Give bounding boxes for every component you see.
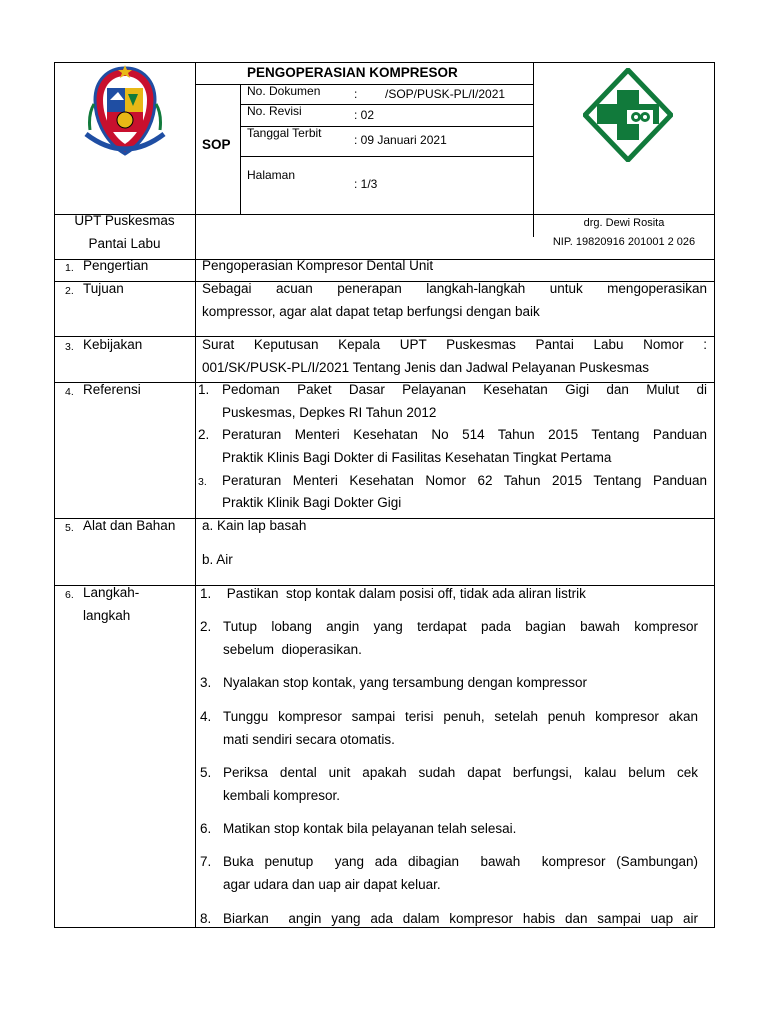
section-label-langkah-line1: Langkah- <box>83 585 140 600</box>
halaman-value: : 1/3 <box>354 177 378 191</box>
langkah-step-line: sebelum dioperasikan. <box>223 642 362 657</box>
langkah-step-number: 3. <box>200 675 212 690</box>
section-label-kebijakan: Kebijakan <box>83 337 143 352</box>
section-label-alat: Alat dan Bahan <box>83 518 176 533</box>
langkah-step-number: 4. <box>200 709 212 724</box>
referensi-item-number: 2. <box>198 427 210 442</box>
column-divider-left <box>195 62 196 928</box>
document-title: PENGOPERASIAN KOMPRESOR <box>247 65 458 80</box>
regency-seal-logo <box>80 64 170 164</box>
no-revisi-label: No. Revisi <box>247 104 302 118</box>
referensi-item-line: Puskesmas, Depkes RI Tahun 2012 <box>222 405 437 420</box>
no-dokumen-value: /SOP/PUSK-PL/I/2021 <box>385 87 506 101</box>
no-dokumen-label: No. Dokumen <box>247 84 321 98</box>
signer-name: drg. Dewi Rosita <box>583 217 665 229</box>
row-divider-tanggal <box>240 156 533 157</box>
langkah-step-line: Biarkan angin yang ada dalam kompresor habis dan sampai uap air <box>223 911 698 926</box>
tanggal-terbit-value: : 09 Januari 2021 <box>354 133 447 147</box>
column-divider-right <box>533 62 534 237</box>
langkah-step-line: Tutup lobang angin yang terdapat pada bagian bawah kompresor <box>223 619 698 634</box>
referensi-item-line: Praktik Klinis Bagi Dokter di Fasilitas Kesehatan Tingkat Pertama <box>222 450 612 465</box>
section-number-tujuan: 2. <box>65 285 74 297</box>
referensi-item-line: Praktik Klinik Bagi Dokter Gigi <box>222 495 402 510</box>
sop-label: SOP <box>202 137 231 152</box>
langkah-step-line: agar udara dan uap air dapat keluar. <box>223 877 441 892</box>
kebijakan-line-1: Surat Keputusan Kepala UPT Puskesmas Pantai Labu Nomor : <box>202 337 707 352</box>
alat-item: b. Air <box>202 552 233 567</box>
referensi-item-line: Peraturan Menteri Kesehatan No 514 Tahun 2015 Tentang Panduan <box>222 427 707 442</box>
langkah-step-number: 5. <box>200 765 212 780</box>
referensi-item-number: 1. <box>198 382 210 397</box>
section-label-langkah-line2: langkah <box>83 608 131 623</box>
section-number-pengertian: 1. <box>65 262 74 274</box>
section-number-referensi: 4. <box>65 386 74 398</box>
tujuan-line-1: Sebagai acuan penerapan langkah-langkah untuk mengoperasikan <box>202 281 707 296</box>
langkah-step-number: 1. <box>200 586 212 601</box>
no-revisi-value: : 02 <box>354 108 375 122</box>
langkah-step-number: 2. <box>200 619 212 634</box>
section-label-pengertian: Pengertian <box>83 258 149 273</box>
section-label-referensi: Referensi <box>83 382 141 397</box>
section-number-langkah: 6. <box>65 589 74 601</box>
tanggal-terbit-label: Tanggal Terbit <box>247 126 322 140</box>
halaman-label: Halaman <box>247 168 296 182</box>
langkah-step-line: Pastikan stop kontak dalam posisi off, tidak ada aliran listrik <box>223 586 586 601</box>
langkah-step-number: 6. <box>200 821 212 836</box>
section-label-tujuan: Tujuan <box>83 281 124 296</box>
unit-name-line1: UPT Puskesmas <box>74 213 175 228</box>
langkah-step-line: Periksa dental unit apakah sudah dapat berfungsi, kalau belum cek <box>223 765 698 780</box>
puskesmas-cross-logo <box>583 68 673 162</box>
referensi-item-number: 3. <box>198 476 207 488</box>
kebijakan-line-2: 001/SK/PUSK-PL/I/2021 Tentang Jenis dan Jadwal Pelayanan Puskesmas <box>202 360 650 375</box>
pengertian-text: Pengoperasian Kompresor Dental Unit <box>202 258 434 273</box>
referensi-item-line: Pedoman Paket Dasar Pelayanan Kesehatan Gigi dan Mulut di <box>222 382 707 397</box>
langkah-step-line: Nyalakan stop kontak, yang tersambung dengan kompressor <box>223 675 587 690</box>
langkah-step-number: 7. <box>200 854 212 869</box>
langkah-step-line: Matikan stop kontak bila pelayanan telah selesai. <box>223 821 517 836</box>
section-number-alat: 5. <box>65 522 74 534</box>
no-dokumen-colon: : <box>354 87 358 101</box>
section-number-kebijakan: 3. <box>65 341 74 353</box>
unit-name-line2: Pantai Labu <box>88 236 161 251</box>
alat-item: a. Kain lap basah <box>202 518 307 533</box>
signer-nip: NIP. 19820916 201001 2 026 <box>552 236 696 248</box>
sop-document <box>54 62 715 928</box>
langkah-step-number: 8. <box>200 911 212 926</box>
referensi-item-line: Peraturan Menteri Kesehatan Nomor 62 Tahun 2015 Tentang Panduan <box>222 473 707 488</box>
langkah-step-line: mati sendiri secara otomatis. <box>223 732 395 747</box>
langkah-step-line: Buka penutup yang ada dibagian bawah kompresor (Sambungan) <box>223 854 698 869</box>
tujuan-line-2: kompressor, agar alat dapat tetap berfungsi dengan baik <box>202 304 540 319</box>
langkah-step-line: Tunggu kompresor sampai terisi penuh, setelah penuh kompresor akan <box>223 709 698 724</box>
langkah-step-line: kembali kompresor. <box>223 788 341 803</box>
